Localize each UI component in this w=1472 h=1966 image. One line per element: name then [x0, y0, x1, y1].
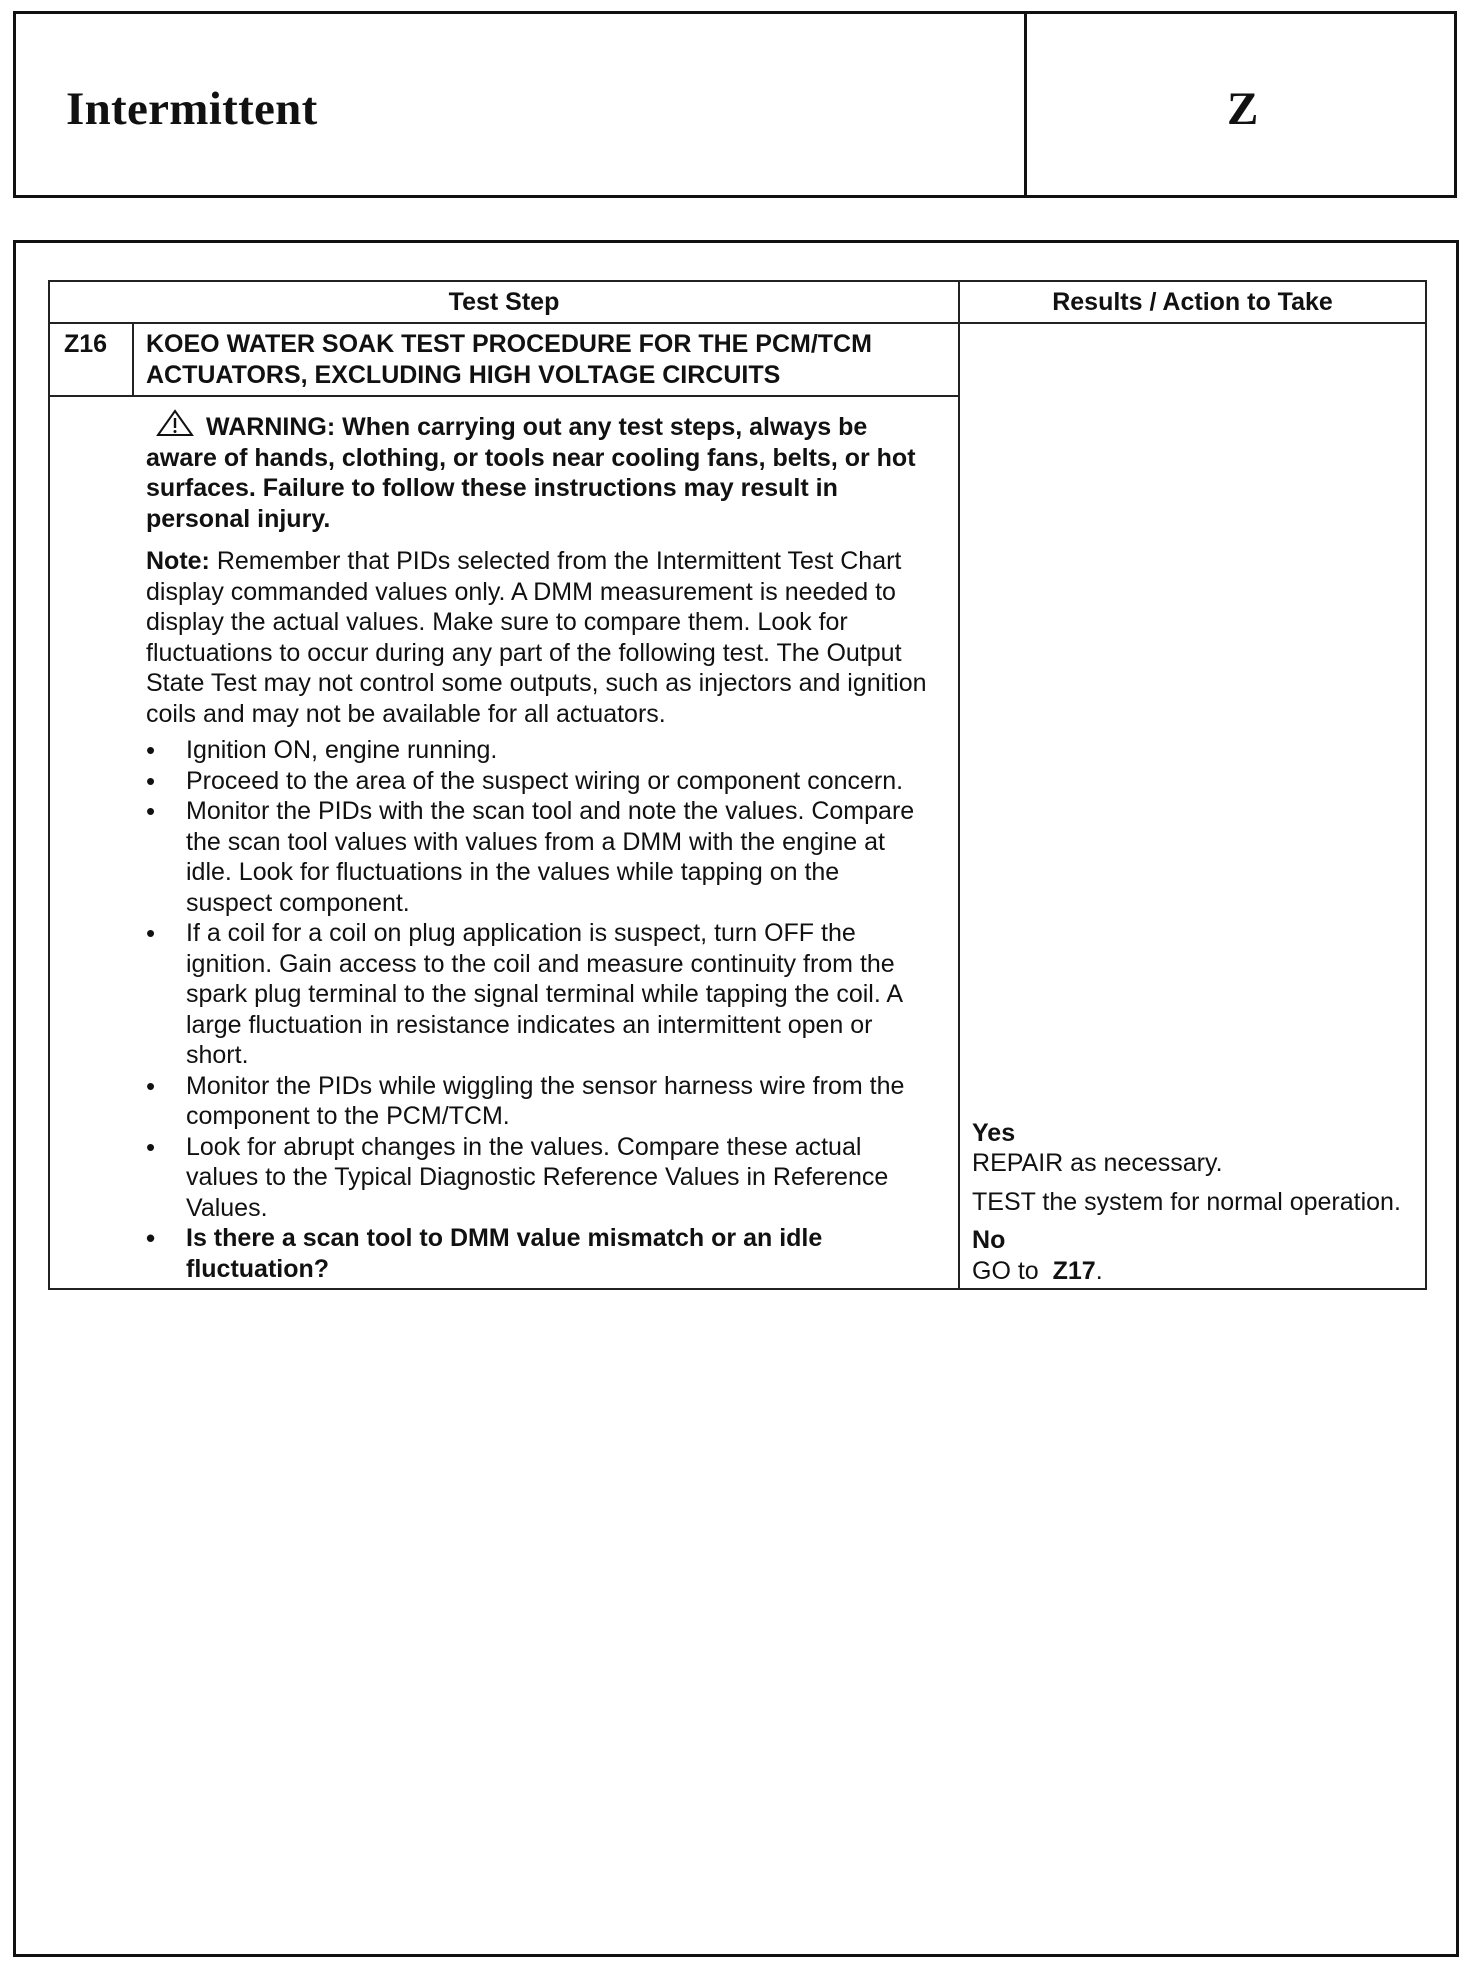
- result-yes-action-2: TEST the system for normal operation.: [972, 1187, 1401, 1216]
- result-no-action: GO to Z17.: [972, 1256, 1103, 1285]
- column-header-results: Results / Action to Take: [959, 281, 1426, 323]
- page-header: [13, 11, 1457, 198]
- list-item: • Look for abrupt changes in the values. Compare these actual values to the Typical Diagnostic Reference Values in Reference Values.: [146, 1132, 928, 1224]
- list-item: • Ignition ON, engine running.: [146, 735, 928, 766]
- result-yes-label: Yes: [972, 1118, 1016, 1147]
- column-header-test-step: Test Step: [49, 281, 959, 323]
- step-title-row: [49, 323, 1426, 396]
- test-step-table: [48, 280, 1427, 1290]
- section-letter: Z: [1227, 83, 1259, 135]
- warning-triangle-icon: [156, 409, 194, 437]
- warning-text: WARNING: When carrying out any test steps, always be aware of hands, clothing, or tools near cooling fans, belts, or hot surfaces. Failure to follow these instructions may result in personal injury.: [146, 409, 928, 534]
- header-divider: [1024, 14, 1027, 195]
- list-item: • Proceed to the area of the suspect wiring or component concern.: [146, 766, 928, 797]
- list-item: • Monitor the PIDs while wiggling the sensor harness wire from the component to the PCM/TCM.: [146, 1071, 928, 1132]
- list-item: • If a coil for a coil on plug application is suspect, turn OFF the ignition. Gain access to the coil and measure continuity from the spark plug terminal to the signal terminal while tapping the coil. A large fluctuation in resistance indicates an intermittent open or short.: [146, 918, 928, 1071]
- goto-step-link[interactable]: Z17: [1052, 1256, 1096, 1285]
- list-item: • Monitor the PIDs with the scan tool and note the values. Compare the scan tool values with values from a DMM with the engine at idle. Look for fluctuations in the values while tapping on the suspect component.: [146, 796, 928, 918]
- content-frame: [13, 240, 1459, 1957]
- result-yes-action-1: REPAIR as necessary.: [972, 1149, 1223, 1177]
- step-body: [49, 396, 959, 1289]
- step-title: KOEO WATER SOAK TEST PROCEDURE FOR THE PCM/TCM ACTUATORS, EXCLUDING HIGH VOLTAGE CIRCUITS: [133, 323, 959, 396]
- note-label: Note:: [146, 547, 210, 575]
- note-text: Remember that PIDs selected from the Intermittent Test Chart display commanded values only. A DMM measurement is needed to display the actual values. Make sure to compare them. Look for fluctuations to occur during any part of the following test. The Output State Test may not control some outputs, such as injectors and ignition coils and may not be available for all actuators.: [146, 547, 927, 728]
- result-no-label: No: [972, 1226, 1006, 1254]
- table-header-row: [49, 281, 1426, 323]
- step-id: Z16: [49, 323, 133, 396]
- results-cell: [959, 323, 1426, 1289]
- note-paragraph: [146, 546, 928, 729]
- procedure-list: [146, 735, 928, 1284]
- page-title: Intermittent: [66, 83, 318, 135]
- test-question: • Is there a scan tool to DMM value mismatch or an idle fluctuation?: [146, 1223, 928, 1284]
